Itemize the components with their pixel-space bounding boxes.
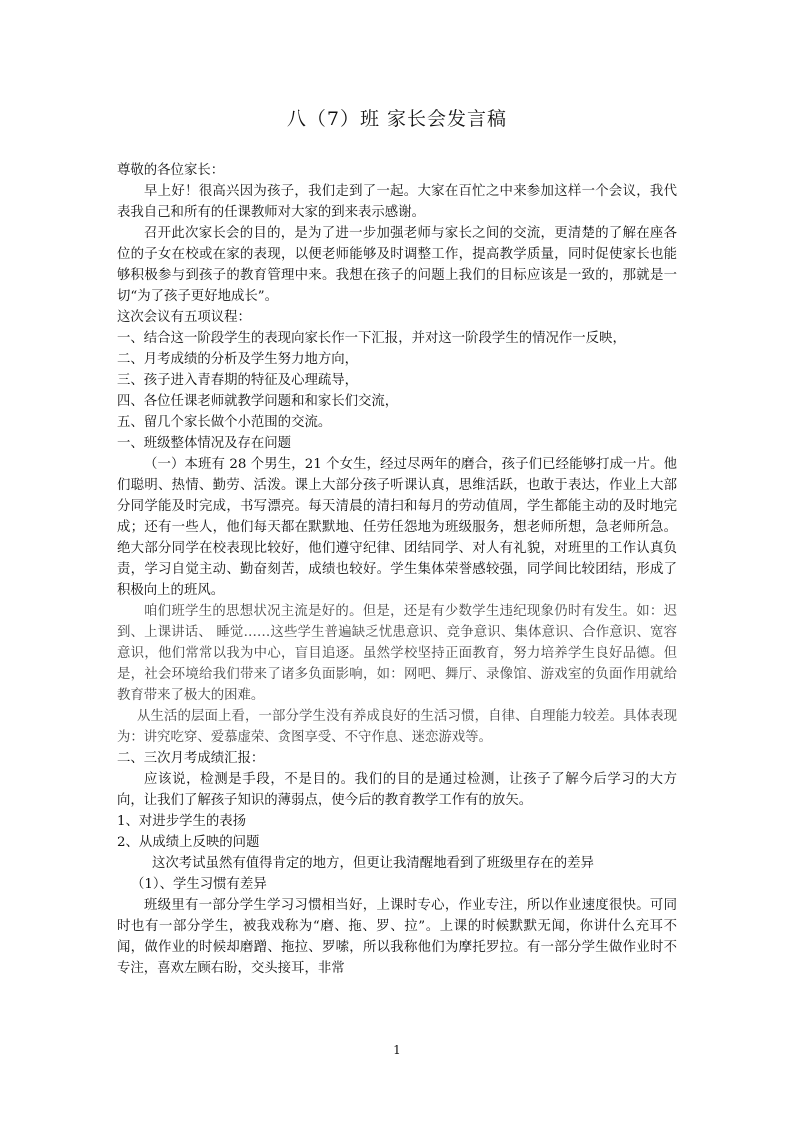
paragraph: （一）本班有 28 个男生，21 个女生，经过尽两年的磨合，孩子们已经能够打成一片。他们聪明、热情、勤劳、活泼。课上大部分孩子听课认真，思维活跃，也敢于表达，作业上大部分同学能及时完成，书写漂亮。每天清晨的清扫和每月的劳动值周，学生都能主动的及时地完成；还有一些人，他们每天都在默默地、任劳任怨地为班级服务，想老师所想，急老师所急。绝大部分同学在校表现比较好，他们遵守纪律、团结同学、对人有礼貌，对班里的工作认真负责，学习自觉主动、勤奋刻苦，成绩也较好。学生集体荣誉感较强，同学间比较团结，形成了积极向上的班风。 [117,457,677,598]
paragraph: 2、从成绩上反映的问题 [117,835,260,850]
paragraph: 一、班级整体情况及存在问题 [117,436,292,451]
paragraph: 1、对进步学生的表扬 [117,814,247,829]
paragraph: （1）、学生习惯有差异 [131,877,267,892]
paragraph: 召开此次家长会的目的，是为了进一步加强老师与家长之间的交流，更清楚的了解在座各位的子女在校或在家的表现，以便老师能够及时调整工作，提高教学质量，同时促使家长也能够积极参与到孩子的教育管理中来。我想在孩子的问题上我们的目标应该是一致的，那就是一切“为了孩子更好地成长”。 [117,226,677,304]
document-body [117,160,677,979]
paragraph: 四、各位任课老师就教学问题和和家长们交流， [117,394,399,409]
paragraph: 五、留几个家长做个小范围的交流。 [117,415,332,430]
paragraph: 从生活的层面上看，一部分学生没有养成良好的生活习惯，自律、自理能力较差。具体表现为：讲究吃穿、爱慕虚荣、贪图享受、不守作息、迷恋游戏等。 [117,709,677,745]
paragraph: 一、结合这一阶段学生的表现向家长作一下汇报，并对这一阶段学生的情况作一反映， [117,331,626,346]
paragraph: 这次会议有五项议程： [117,310,251,325]
paragraph: 咱们班学生的思想状况主流是好的。但是，还是有少数学生违纪现象仍时有发生。如：迟到、上课讲话、 睡觉……这些学生普遍缺乏忧患意识、竞争意识、集体意识、合作意识、宽容意识，他们常常以我为中心，盲目追逐。虽然学校坚持正面教育，努力培养学生良好品德。但是，社会环境给我们带来了诸多负面影响，如：网吧、舞厅、录像馆、游戏室的负面作用就给教育带来了极大的困难。 [117,604,677,703]
page-number: 1 [393,1043,401,1057]
paragraph: 三、孩子进入青春期的特征及心理疏导， [117,373,359,388]
paragraph: 班级里有一部分学生学习习惯相当好，上课时专心，作业专注，所以作业速度很快。可同时也有一部分学生，被我戏称为“磨、拖、罗、拉”。上课的时候默默无闻，你讲什么充耳不闻，做作业的时候却磨蹭、拖拉、罗嗦，所以我称他们为摩托罗拉。有一部分学生做作业时不专注，喜欢左顾右盼，交头接耳，非常 [117,898,677,976]
paragraph: 早上好！很高兴因为孩子，我们走到了一起。大家在百忙之中来参加这样一个会议，我代表我自己和所有的任课教师对大家的到来表示感谢。 [117,184,677,220]
paragraph: 二、三次月考成绩汇报： [117,751,265,766]
paragraph: 应该说，检测是手段，不是目的。我们的目的是通过检测，让孩子了解今后学习的大方向，让我们了解孩子知识的薄弱点，使今后的教育教学工作有的放矢。 [117,772,677,808]
paragraph: 二、月考成绩的分析及学生努力地方向， [117,352,359,367]
paragraph: 尊敬的各位家长： [117,163,225,178]
document-title: 八（7）班 家长会发言稿 [286,108,508,130]
paragraph: 这次考试虽然有值得肯定的地方，但更让我清醒地看到了班级里存在的差异 [152,856,594,871]
